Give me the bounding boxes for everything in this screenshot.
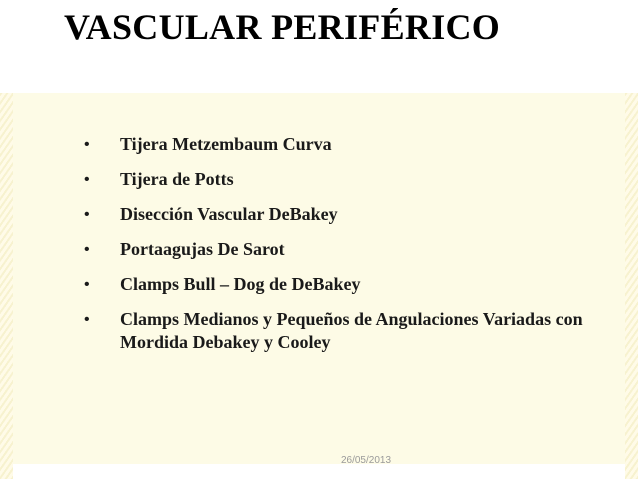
list-item xyxy=(84,133,604,156)
footer-date: 26/05/2013 xyxy=(340,455,392,466)
list-item xyxy=(84,308,604,354)
slide-title: VASCULAR PERIFÉRICO xyxy=(64,7,501,47)
list-item-text: Portaagujas De Sarot xyxy=(120,239,285,259)
list-item xyxy=(84,273,604,296)
bullet-icon: • xyxy=(84,171,90,188)
list-item-text: Tijera de Potts xyxy=(120,169,234,189)
bullet-icon: • xyxy=(84,206,90,223)
bullet-icon: • xyxy=(84,276,90,293)
list-item-text: Disección Vascular DeBakey xyxy=(120,204,338,224)
title-band xyxy=(0,0,638,93)
list-item-text: Clamps Bull – Dog de DeBakey xyxy=(120,274,361,294)
list-item xyxy=(84,203,604,226)
list-item-text: Clamps Medianos y Pequeños de Angulaciones Variadas con Mordida Debakey y Cooley xyxy=(120,309,583,352)
bullet-icon: • xyxy=(84,136,90,153)
list-item xyxy=(84,238,604,261)
bullet-list xyxy=(84,133,604,366)
bullet-icon: • xyxy=(84,311,90,328)
list-item xyxy=(84,168,604,191)
list-item-text: Tijera Metzembaum Curva xyxy=(120,134,332,154)
bullet-icon: • xyxy=(84,241,90,258)
